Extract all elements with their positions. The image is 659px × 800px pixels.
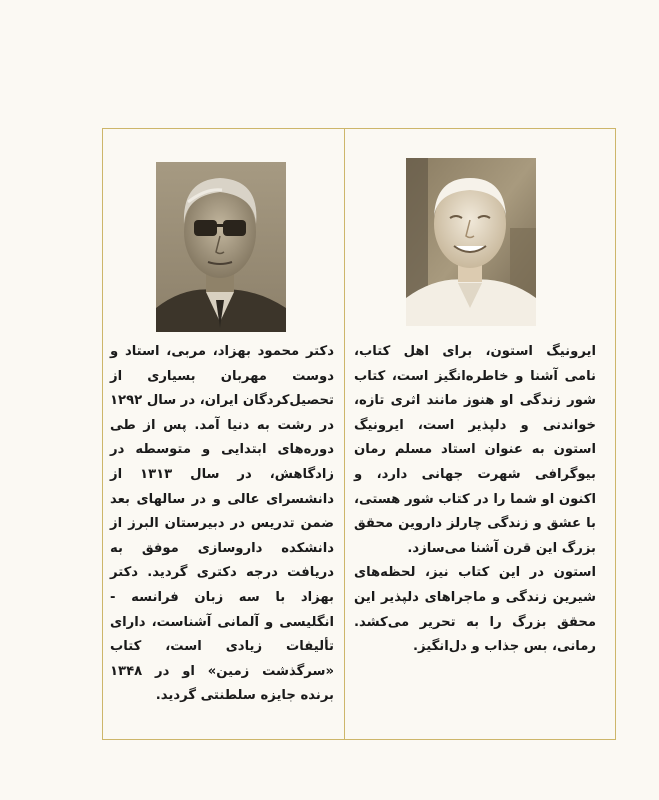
stone-paragraph-2: استون در این کتاب نیز، لحظه‌های شیرین زندگی و ماجراهای دلپذیر این محقق بزرگ را به تحریر می‌کشد. رمانی، بس جذاب و دل‌انگیز. [354, 565, 596, 655]
behzad-paragraph-1: دکتر محمود بهزاد، مربی، استاد و دوست مهربان بسیاری از تحصیل‌کردگان ایران، در سال ۱۲۹۲ در رشت به دنیا آمد. پس از طی دوره‌های ابتدایی و متوسطه در زادگاهش، در سال ۱۳۱۳ از دانشسرای عالی و در سالهای بعد ضمن تدریس در دبیرستان البرز از دانشکده داروسازی موفق به دریافت درجه دکتری گردید. دکتر بهزاد با سه زبان فرانسه - انگلیسی و آلمانی آشناست، دارای تألیفات زیادی است، کتاب «سرگذشت زمین» او در ۱۳۴۸ برنده جایزه سلطنتی گردید. [110, 344, 334, 704]
stone-paragraph-1: ایرونیگ استون، برای اهل کتاب، نامی آشنا و خاطره‌انگیز است، کتاب شور زندگی او هنوز مانند اثری تازه، خواندنی و دلپذیر است، ایرونیگ استون به عنوان استاد مسلم رمان بیوگرافی شهرت جهانی دارد، و اکنون او شما را در کتاب شور هستی، با عشق و زندگی چارلز داروین محقق بزرگ این قرن آشنا می‌سازد. [354, 344, 596, 556]
stone-biography-text [354, 340, 596, 660]
author-portrait-photo [406, 158, 536, 326]
behzad-biography-text [110, 340, 334, 709]
behzad-portrait-photo [156, 162, 286, 332]
column-divider [344, 128, 345, 740]
